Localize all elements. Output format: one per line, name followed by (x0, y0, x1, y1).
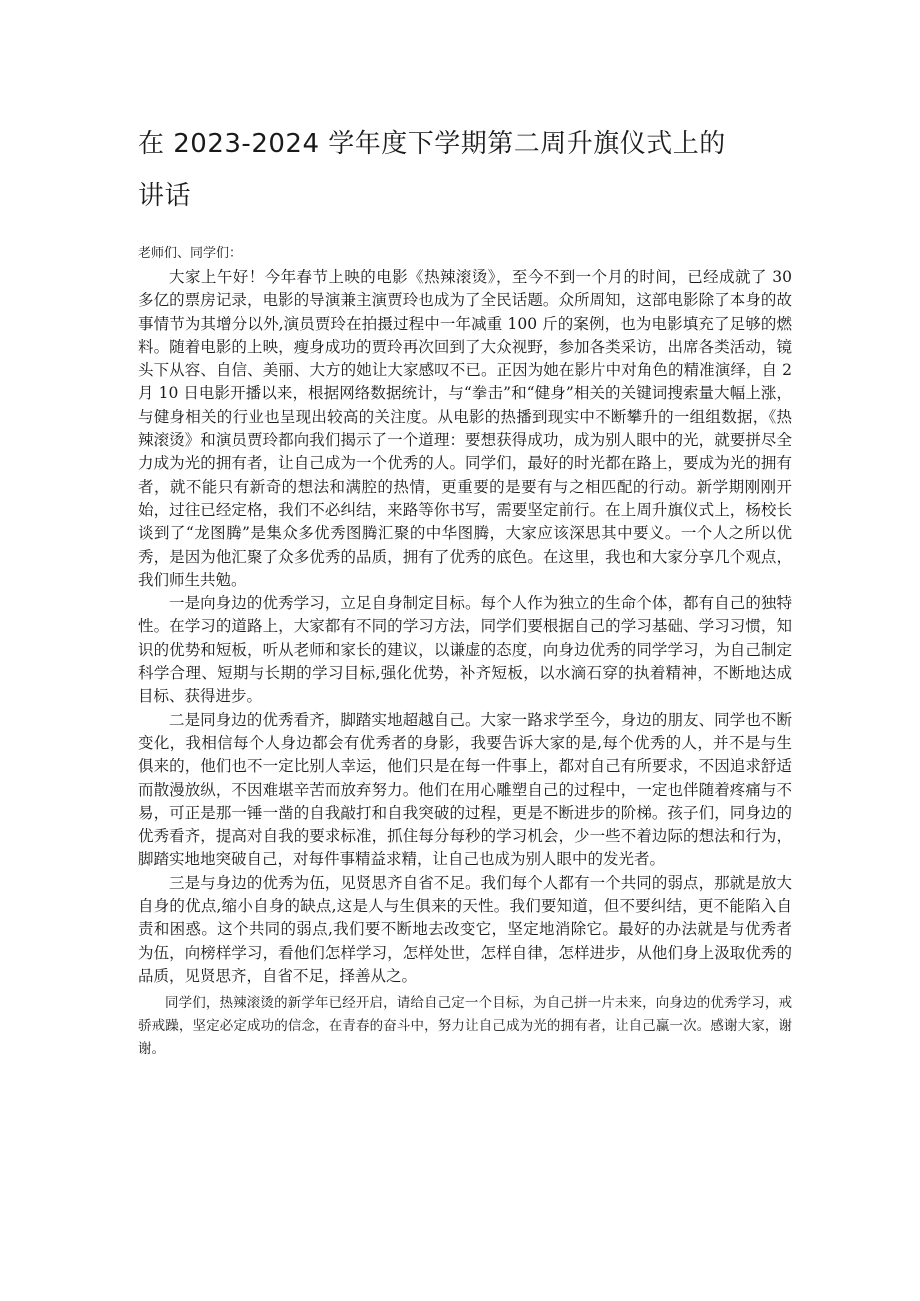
body-paragraph-4: 三是与身边的优秀为伍，见贤思齐自省不足。我们每个人都有一个共同的弱点，那就是放大自身的优点,缩小自身的缺点,这是人与生俱来的天性。我们要知道，但不要纠结，更不能陷入自责和困惑。这个共同的弱点,我们要不断地去改变它，坚定地消除它。最好的办法就是与优秀者为伍，向榜样学习，看他们怎样学习，怎样处世，怎样自律，怎样进步，从他们身上汲取优秀的品质，见贤思齐，自省不足，择善从之。 (138, 873, 792, 985)
closing-paragraph: 同学们，热辣滚烫的新学年已经开启，请给自己定一个目标，为自己拼一片未来，向身边的优秀学习，戒骄戒躁，坚定必定成功的信念，在青春的奋斗中，努力让自己成为光的拥有者，让自己赢一次。感谢大家，谢谢。 (138, 995, 792, 1058)
document-page (138, 118, 792, 1061)
body-paragraph-3: 二是同身边的优秀看齐，脚踏实地超越自己。大家一路求学至今，身边的朋友、同学也不断变化，我相信每个人身边都会有优秀者的身影，我要告诉大家的是,每个优秀的人，并不是与生俱来的，他们也不一定比别人幸运，他们只是在每一件事上，都对自己有所要求，不因追求舒适而散漫放纵，不因难堪辛苦而放弃努力。他们在用心雕塑自己的过程中，一定也伴随着疼痛与不易，可正是那一锤一凿的自我敲打和自我突破的过程，更是不断进步的阶梯。孩子们，同身边的优秀看齐，提高对自我的要求标准，抓住每分每秒的学习机会，少一些不着边际的想法和行为，脚踏实地地突破自己，对每件事精益求精，让自己也成为别人眼中的发光者。 (138, 710, 792, 869)
document-title: 在 2023-2024 学年度下学期第二周升旗仪式上的讲话 (138, 129, 726, 211)
salutation: 老师们、同学们： (138, 246, 243, 261)
body-paragraph-1: 大家上午好！今年春节上映的电影《热辣滚烫》，至今不到一个月的时间，已经成就了 30 多亿的票房记录，电影的导演兼主演贾玲也成为了全民话题。众所周知，这部电影除了本身的故事情节为其增分以外,演员贾玲在拍摄过程中一年减重 100 斤的案例，也为电影填充了足够的燃料。随着电影的上映，瘦身成功的贾玲再次回到了大众视野，参加各类采访，出席各类活动，镜头下从容、自信、美丽、大方的她让大家感叹不已。正因为她在影片中对角色的精准演绎，自 2 月 10 日电影开播以来，根据网络数据统计，与“拳击”和“健身”相关的关键词搜索量大幅上涨，与健身相关的行业也呈现出较高的关注度。从电影的热播到现实中不断攀升的一组组数据，《热辣滚烫》和演员贾玲都向我们揭示了一个道理：要想获得成功，成为别人眼中的光，就要拼尽全力成为光的拥有者，让自己成为一个优秀的人。同学们，最好的时光都在路上，要成为光的拥有者，就不能只有新奇的想法和满腔的热情，更重要的是要有与之相匹配的行动。新学期刚刚开始，过往已经定格，我们不必纠结，来路等你书写，需要坚定前行。在上周升旗仪式上，杨校长谈到了“龙图腾”是集众多优秀图腾汇聚的中华图腾，大家应该深思其中要义。一个人之所以优秀，是因为他汇聚了众多优秀的品质，拥有了优秀的底色。在这里，我也和大家分享几个观点，我们师生共勉。 (138, 268, 792, 589)
body-paragraph-2: 一是向身边的优秀学习，立足自身制定目标。每个人作为独立的生命个体，都有自己的独特性。在学习的道路上，大家都有不同的学习方法，同学们要根据自己的学习基础、学习习惯，知识的优势和短板，听从老师和家长的建议，以谦虚的态度，向身边优秀的同学学习，为自己制定科学合理、短期与长期的学习目标,强化优势，补齐短板，以水滴石穿的执着精神，不断地达成目标、获得进步。 (138, 594, 792, 706)
